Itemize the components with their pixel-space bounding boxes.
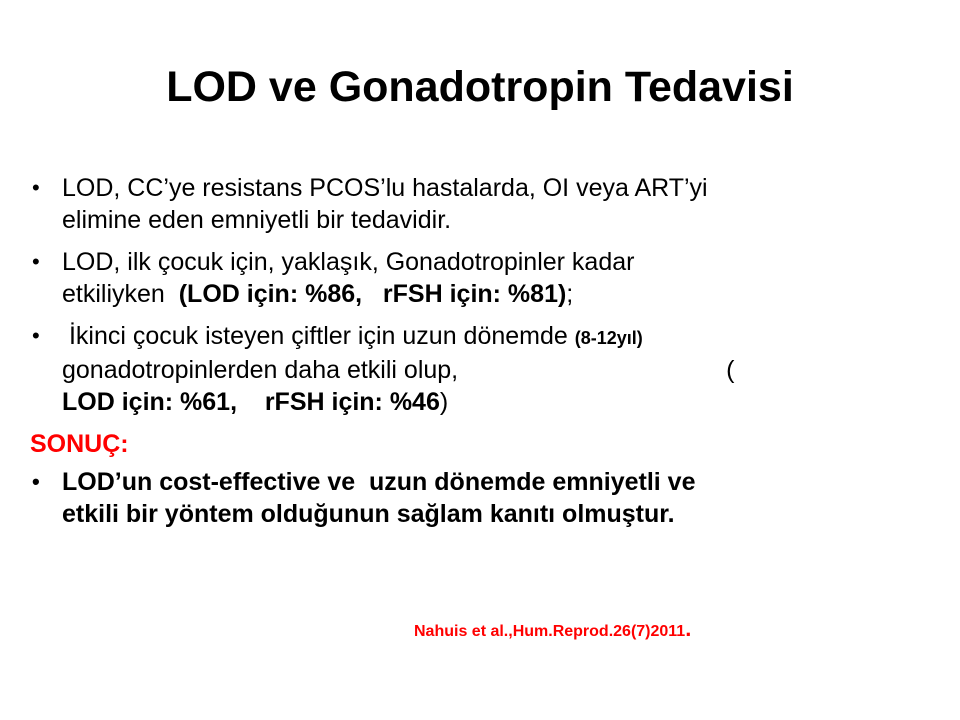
bullet-dot: • <box>32 469 40 494</box>
bullet-2-line-2-suffix: ; <box>566 280 574 308</box>
bullet-3-line-2-prefix: gonadotropinlerden daha etkili olup, <box>62 356 459 384</box>
conclusion-heading: SONUÇ: <box>30 430 129 458</box>
bullet-dot: • <box>32 175 40 200</box>
citation-period: . <box>685 616 692 641</box>
bullet-dot: • <box>32 249 40 274</box>
bullet-3-stats: LOD için: %61, rFSH için: %46 <box>62 388 440 416</box>
citation-text: Nahuis et al.,Hum.Reprod.26(7)2011 <box>414 623 686 640</box>
bullet-3-line-2-suffix: ( <box>726 356 735 384</box>
conclusion-item <box>30 466 890 530</box>
citation <box>414 616 691 642</box>
bullet-item <box>30 246 890 310</box>
bullet-dot: • <box>32 323 40 348</box>
bullet-3-line-1-prefix: İkinci çocuk isteyen çiftler için uzun dönemde <box>62 322 575 350</box>
bullet-item <box>30 320 890 418</box>
bullet-1-line-1: LOD, CC’ye resistans PCOS’lu hastalarda, OI veya ART’yi <box>62 174 708 202</box>
slide-body <box>30 172 890 540</box>
slide-title: LOD ve Gonadotropin Tedavisi <box>166 63 794 111</box>
bullet-2-line-2-prefix: etkiliyken <box>62 280 179 308</box>
bullet-2-stats: (LOD için: %86, rFSH için: %81) <box>178 280 567 308</box>
bullet-1-line-2: elimine eden emniyetli bir tedavidir. <box>62 206 452 234</box>
bullet-3-line-3-suffix: ) <box>439 388 449 416</box>
bullet-2-line-1: LOD, ilk çocuk için, yaklaşık, Gonadotropinler kadar <box>62 248 635 276</box>
bullet-item <box>30 172 890 236</box>
bullet-3-years: (8-12yıl) <box>574 328 643 348</box>
conclusion-line-1: LOD’un cost-effective ve uzun dönemde emniyetli ve <box>62 468 696 496</box>
conclusion-line-2: etkili bir yöntem olduğunun sağlam kanıtı olmuştur. <box>62 500 675 528</box>
